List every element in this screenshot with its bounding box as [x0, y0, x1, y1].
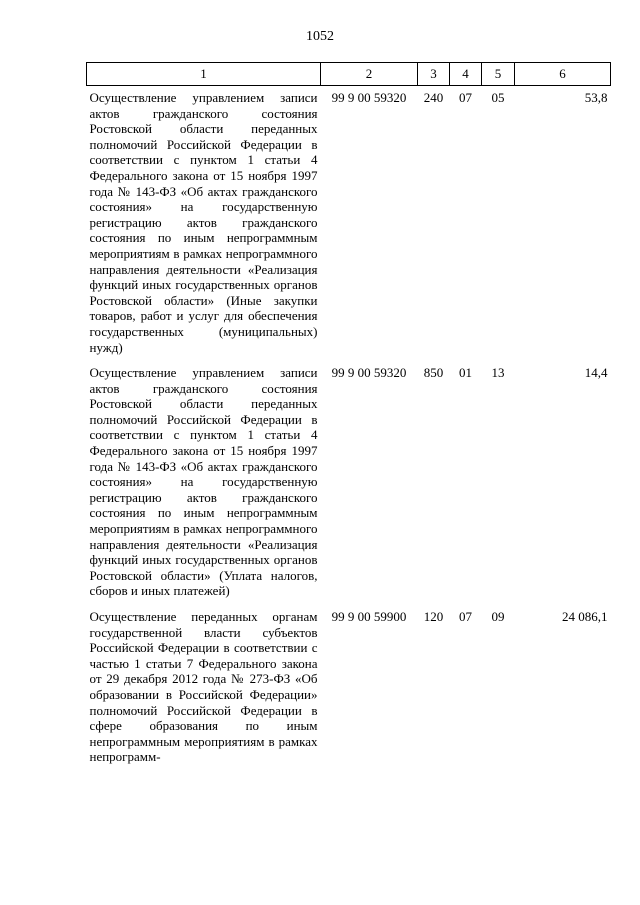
table-row: [87, 86, 611, 362]
row-subsection: 13: [491, 365, 505, 381]
row-expense-type: 120: [423, 609, 444, 624]
row-subsection: 05: [491, 90, 505, 105]
row-sum: 24 086,1: [562, 609, 608, 624]
row-expense-type: 850: [423, 365, 444, 381]
row-name: Осуществление переданных органам государственной власти субъектов Российской Федерации в соответствии с частью 1 статьи 7 Федерального закона от 29 декабря 2012 года № 273-ФЗ «Об образовании в Российской Федерации» полномочий Российской Федерации в сфере образования по иным непрограммным мероприятиям в рамках непрограмм-: [89, 609, 318, 765]
row-sum: 14,4: [584, 365, 608, 381]
column-header-4: 4: [450, 63, 482, 86]
row-section: 07: [459, 90, 472, 105]
row-target-code: 99 9 00 59320: [331, 90, 407, 105]
row-subsection: 09: [491, 609, 505, 624]
header-row: [87, 63, 611, 86]
row-target-code: 99 9 00 59320: [331, 365, 407, 381]
column-header-5: 5: [482, 63, 515, 86]
table-row: [87, 361, 611, 605]
column-header-1: 1: [87, 63, 321, 86]
row-name: Осуществление управлением записи актов гражданского состояния Ростовской области переданных полномочий Российской Федерации в соответствии с пунктом 1 статьи 4 Федерального закона от 15 ноября 1997 года № 143-ФЗ «Об актах гражданского состояния» на государственную регистрацию актов гражданского состояния по иным непрограммным мероприятиям в рамках непрограммного направления деятельности «Реализация функций иных государственных органов Ростовской области» (Иные закупки товаров, работ и услуг для обеспечения государственных (муниципальных) нужд): [89, 90, 318, 355]
row-expense-type: 240: [423, 90, 444, 105]
table-row: [87, 605, 611, 771]
row-name: Осуществление управлением записи актов гражданского состояния Ростовской области переданных полномочий Российской Федерации в соответствии с пунктом 1 статьи 4 Федерального закона от 15 ноября 1997 года № 143-ФЗ «Об актах гражданского состояния» на государственную регистрацию актов гражданского состояния по иным непрограммным мероприятиям в рамках непрограммного направления деятельности «Реализация функций иных государственных органов Ростовской области» (Уплата налогов, сборов и иных платежей): [89, 365, 318, 599]
page-number: 1052: [306, 29, 334, 44]
column-header-2: 2: [321, 63, 418, 86]
column-header-6: 6: [515, 63, 611, 86]
column-header-3: 3: [418, 63, 450, 86]
row-section: 07: [459, 609, 472, 624]
row-target-code: 99 9 00 59900: [331, 609, 407, 624]
budget-table: [86, 62, 611, 771]
row-sum: 53,8: [584, 90, 608, 105]
row-section: 01: [459, 365, 472, 381]
